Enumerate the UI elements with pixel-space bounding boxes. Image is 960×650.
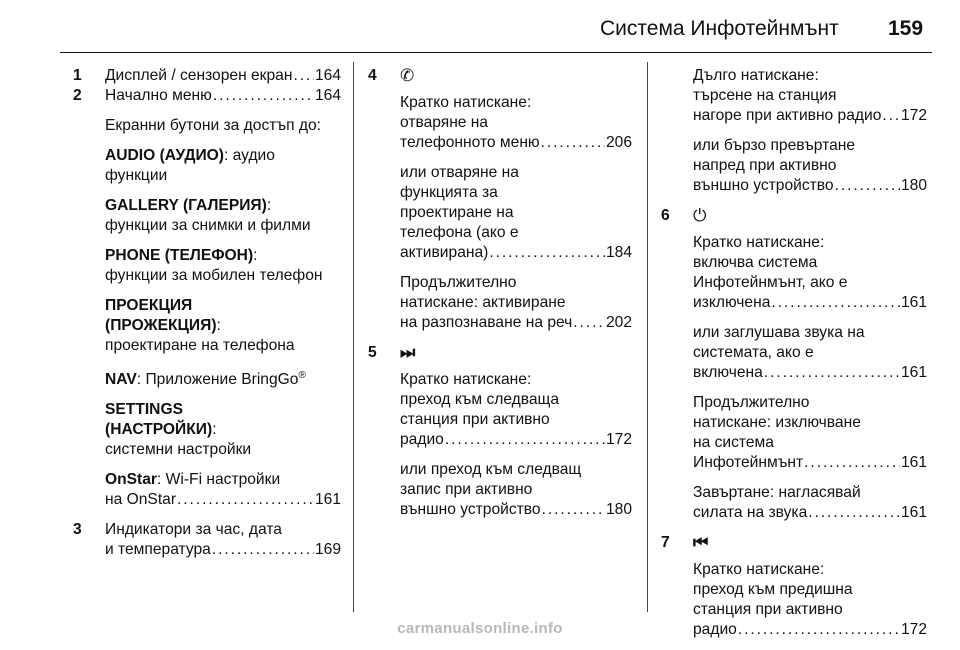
entry-number: 6	[661, 207, 670, 224]
entry-number: 5	[368, 344, 377, 361]
entry-5-continued: Дълго натискане: търсене на станция нагоре при активно радио . . . 172 или бързо превъртане напред при активно външно устройство . . . 180	[661, 66, 927, 196]
page-ref: 180	[605, 501, 632, 518]
phone-icon: ✆	[400, 66, 415, 85]
item-audio: AUDIO (АУДИО): аудио функции	[105, 147, 275, 184]
action-long-press: Продължително натискане: активиране на разпознаване на реч . . . 202	[400, 273, 632, 333]
entry-line: Дисплей / сензорен екран . . . 164	[105, 66, 341, 86]
page-ref: 161	[900, 364, 927, 381]
page-ref: 161	[900, 454, 927, 471]
page-ref: 172	[900, 621, 927, 638]
item-gallery: GALLERY (ГАЛЕРИЯ): функции за снимки и филми	[105, 197, 311, 234]
column-1	[73, 66, 341, 560]
column-divider-1	[353, 62, 354, 612]
entry-1	[73, 66, 341, 86]
item-projection: ПРОЕКЦИЯ (ПРОЖЕКЦИЯ): проектиране на телефона	[105, 297, 295, 354]
page-header-title: Система Инфотейнмънт	[600, 17, 839, 40]
header-rule	[60, 52, 932, 53]
entry-number: 3	[73, 521, 82, 539]
page-ref: 180	[900, 177, 927, 194]
entry-number: 7	[661, 534, 670, 551]
entry-intro: Екранни бутони за достъп до:	[105, 117, 322, 134]
page-ref: 169	[314, 541, 341, 559]
action-projection: или отваряне на функцията за проектиране на телефона (ако е активирана) . . . 184	[400, 163, 632, 263]
entry-number: 2	[73, 87, 82, 104]
entry-line: Начално меню . . . 164	[105, 86, 341, 106]
column-3	[661, 66, 927, 650]
action-short-press: Кратко натискане: преход към следваща станция при активно радио . . . 172	[400, 370, 632, 450]
item-phone: PHONE (ТЕЛЕФОН): функции за мобилен телефон	[105, 247, 323, 284]
next-track-icon: ⏭	[400, 343, 416, 362]
item-onstar: OnStar: Wi-Fi настройки на OnStar . . . 161	[105, 470, 341, 510]
page-ref: 161	[900, 504, 927, 521]
entry-number: 4	[368, 67, 377, 84]
power-icon: ⏻	[693, 206, 707, 225]
entry-4	[368, 66, 632, 333]
action-next-track: или преход към следващ запис при активно външно устройство . . . 180	[400, 460, 632, 520]
entry-5	[368, 343, 632, 520]
item-settings: SETTINGS (НАСТРОЙКИ): системни настройки	[105, 401, 252, 459]
page-number: 159	[888, 17, 924, 40]
watermark: carmanualsonline.info	[397, 620, 563, 637]
column-2	[368, 66, 632, 530]
entry-6: 6 ⏻ Кратко натискане: включва система Инфотейнмънт, ако е изключена . . . 161 или заглушава звука на системата, ако е включена . . . 161 Продължително натискане: изключване на система Инфотейнмънт . . . 161 Завъртане: нагласявай силата на звука . . . 161	[661, 206, 927, 523]
entry-2	[73, 86, 341, 510]
page-ref: 206	[605, 134, 632, 151]
page-ref: 172	[900, 107, 927, 124]
page-ref: 202	[605, 314, 632, 331]
item-nav: NAV: Приложение BringGo®	[105, 370, 306, 389]
entry-number: 1	[73, 67, 82, 84]
page-ref: 164	[314, 87, 341, 104]
entry-3: 3 Индикатори за час, дата и температура . . . 169	[73, 520, 341, 560]
page-ref: 161	[900, 294, 927, 311]
action-short-press: Кратко натискане: отваряне на телефонното меню . . . 206	[400, 93, 632, 153]
previous-track-icon: ⏮	[693, 533, 709, 552]
page-ref: 172	[605, 431, 632, 448]
page-ref: 161	[314, 491, 341, 509]
page-ref: 184	[605, 244, 632, 261]
column-divider-2	[647, 62, 648, 612]
entry-7: 7 ⏮ Кратко натискане: преход към предишна станция при активно радио . . . 172	[661, 533, 927, 640]
page-ref: 164	[314, 67, 341, 84]
